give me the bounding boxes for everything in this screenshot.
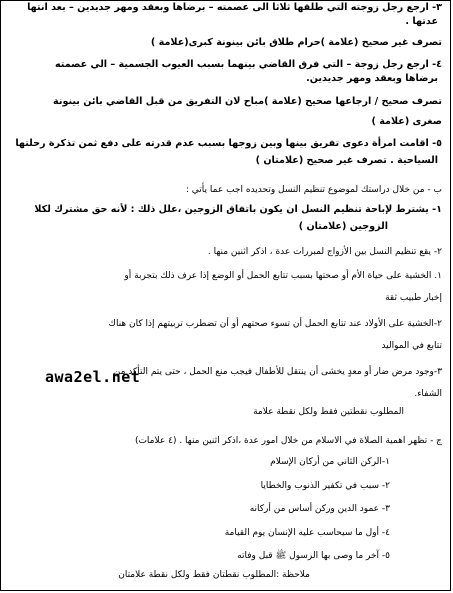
prayer-point-1: ١-الركن الثاني من أركان الإسلام <box>270 457 390 467</box>
reason-1-cont: إخبار طبيب ثقة <box>385 293 442 303</box>
reason-2-cont: تتابع في المواليد <box>381 341 442 351</box>
section-b-intro: ب - من خلال دراستك لموضوع تنظيم النسل وتحديده اجب عما يأتي : <box>185 185 442 195</box>
reason-1: ١. الخشية على حياة الأم أو صحتها بسبب تتابع الحمل أو الوضع إذا عرف ذلك بتجربة أو <box>124 271 442 281</box>
item-3-question: ٣- ارجع رجل زوجته التي طلقها ثلاثا الى عصمته – برضاها وبعقد ومهر جديدين – بعد انتها <box>27 2 442 13</box>
reason-2: ٢-الخشية على الأولاد عند تتابع الحمل أن تسوء صحتهم أو أن تضطرب تربيتهم إذا كان هناك <box>108 319 442 329</box>
item-5-question: ٥- اقامت امرأة دعوى تفريق بينها وبين زوجها بسبب عدم قدرته على دفع ثمن تذكرة رحلتها <box>15 138 442 149</box>
section-b-point-1-cont: الزوجين (علامتان ) <box>298 221 388 232</box>
section-b-point-1: ١- يشترط لإباحة تنظيم النسل ان يكون باتفاق الزوجين ،علل ذلك : لأنه حق مشترك لكلا <box>34 204 442 215</box>
item-4-answer: تصرف صحيح / ارجاعها صحيح (علامة )مباح لان التفريق من قبل القاضي بائن بينونة <box>53 96 442 107</box>
section-c-note: ملاحظة :المطلوب نقطتان فقط ولكل نقطة علامتان <box>118 570 310 580</box>
item-4-answer-cont: صغرى (علامة ) <box>371 116 442 127</box>
prayer-point-5: ٥- آخر ما وصى بها الرسول ﷺ قبل وفاته <box>237 551 390 561</box>
item-4-question: ٤- ارجع رجل زوجة – التي فرق القاضي بينهما بسبب العيوب الجسمية – الي عصمته <box>54 59 442 70</box>
prayer-point-4: ٤- أول ما سيحاسب عليه الإنسان يوم القيامة <box>224 528 390 538</box>
item-3-answer: تصرف غير صحيح (علامة )حرام طلاق بائن بينونة كبرى(علامة ) <box>150 37 442 48</box>
reason-3: ٣-وجود مرض ضار أو معدٍ يخشى أن ينتقل للأطفال فيجب منع الحمل ، حتى يتم التأكد من <box>113 367 442 377</box>
item-5-question-cont: السياحية . تصرف غير صحيح (علامتان ) <box>255 155 438 166</box>
prayer-point-3: ٣- عمود الدين وركن أساس من أركانه <box>249 504 390 514</box>
section-b-note: المطلوب نقطتين فقط ولكل نقطة علامة <box>253 407 404 417</box>
site-watermark: awa2el.net <box>45 368 141 386</box>
reason-3-cont: الشفاء. <box>414 389 442 399</box>
section-b-point-2: ٢- يقع تنظيم النسل بين الأزواج لمبررات عدة ، اذكر اثنين منها . <box>207 247 442 257</box>
item-3-question-cont: عدتها . <box>405 16 438 27</box>
prayer-point-2: ٢- سبب في تكفير الذنوب والخطايا <box>260 481 390 491</box>
item-4-question-cont: برضاها وبعقد ومهر جديدين. <box>306 73 438 84</box>
section-c-intro: ج - تظهر اهمية الصلاة في الاسلام من خلال امور عدة ،اذكر اثنين منها . (٤ علامات) <box>134 436 442 446</box>
